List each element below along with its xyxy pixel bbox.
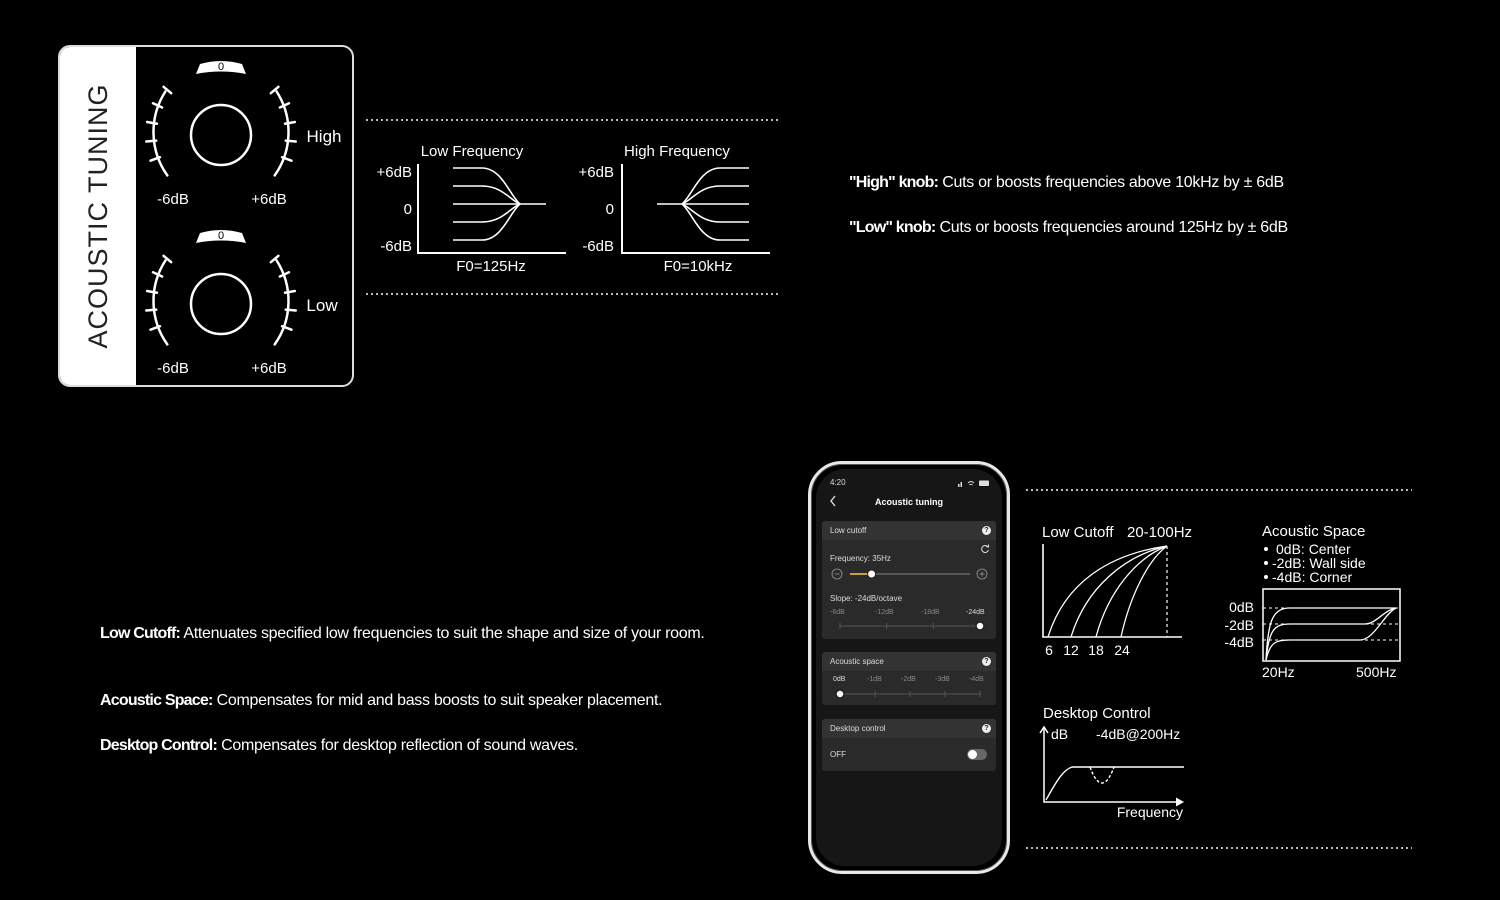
y-tick: -6dB xyxy=(582,238,614,255)
space-curve xyxy=(1266,608,1396,660)
slope-slider xyxy=(834,620,989,632)
plus-icon[interactable] xyxy=(977,569,987,579)
y-tick: -6dB xyxy=(380,238,412,255)
screen-title: Acoustic tuning xyxy=(875,497,943,507)
space-curve xyxy=(1266,608,1396,660)
slope-option[interactable]: -6dB xyxy=(830,609,845,616)
acoustic-space-label: Acoustic space xyxy=(830,657,884,666)
eq-graphs xyxy=(360,112,785,302)
description-text: Cuts or boosts frequencies above 10kHz by ± 6dB xyxy=(938,174,1284,191)
desktop-control-graph xyxy=(1040,705,1184,820)
low-cutoff-graph-range: 20-100Hz xyxy=(1127,524,1193,541)
space-option[interactable]: 0dB xyxy=(833,676,846,683)
x-tick: 500Hz xyxy=(1356,664,1397,680)
high-knob-description xyxy=(849,171,1409,194)
description-text: Attenuates specified low frequencies to suit the shape and size of your room. xyxy=(180,625,705,642)
low-frequency-title: Low Frequency xyxy=(420,143,524,160)
description-term: "High" knob: xyxy=(849,174,939,191)
help-icon[interactable]: ? xyxy=(982,724,991,733)
y-tick: -2dB xyxy=(1224,617,1254,633)
acoustic-space-graph xyxy=(1224,523,1400,680)
space-option[interactable]: -1dB xyxy=(867,676,882,683)
knob-tick xyxy=(286,141,296,142)
knob-diagrams xyxy=(136,47,352,385)
knob-tick xyxy=(285,122,295,124)
low-knob-max-label: +6dB xyxy=(251,360,287,377)
y-axis-label: dB xyxy=(1051,726,1069,742)
x-axis-label: Frequency xyxy=(1116,804,1183,820)
slope-option[interactable]: -12dB xyxy=(875,609,894,616)
high-frequency-footer: F0=10kHz xyxy=(663,258,733,275)
high-frequency-graph xyxy=(579,143,770,275)
status-icons xyxy=(958,479,992,487)
low-knob-zero-label: 0 xyxy=(217,230,225,242)
high-knob xyxy=(146,61,295,175)
description-term: Desktop Control: xyxy=(100,737,217,754)
cutoff-curve xyxy=(1071,546,1167,637)
slope-option[interactable]: -24dB xyxy=(966,609,985,616)
space-slider xyxy=(834,688,989,700)
annotation: -4dB@200Hz xyxy=(1096,726,1181,742)
reset-icon[interactable] xyxy=(980,544,990,554)
phone-screen xyxy=(816,469,1002,866)
y-tick: +6dB xyxy=(578,164,614,181)
low-knob-description xyxy=(849,216,1409,239)
high-knob-min-label: -6dB xyxy=(157,191,189,208)
legend-item: -2dB: Wall side xyxy=(1272,555,1366,571)
bullet xyxy=(1264,561,1268,565)
description-text: Cuts or boosts frequencies around 125Hz by ± 6dB xyxy=(935,219,1288,236)
frequency-slider-row xyxy=(830,567,990,581)
acoustic-space-description xyxy=(100,689,720,712)
x-tick: 24 xyxy=(1114,642,1130,658)
slope-slider-thumb[interactable] xyxy=(976,622,984,630)
phone-mockup xyxy=(808,461,1010,874)
description-term: "Low" knob: xyxy=(849,219,936,236)
y-tick: 0 xyxy=(605,201,614,218)
axes xyxy=(418,164,566,253)
knob-circle xyxy=(191,105,251,165)
y-tick: 0dB xyxy=(1229,599,1254,615)
high-frequency-title: High Frequency xyxy=(624,143,730,160)
low-knob xyxy=(146,230,295,344)
knob-tick xyxy=(147,122,157,124)
desktop-control-state: OFF xyxy=(830,750,846,759)
knob-tick xyxy=(285,291,295,293)
y-tick: -4dB xyxy=(1224,634,1254,650)
status-time: 4:20 xyxy=(830,478,846,487)
low-frequency-graph xyxy=(377,143,566,275)
x-tick: 6 xyxy=(1045,642,1053,658)
frequency-label: Frequency: 35Hz xyxy=(830,554,891,563)
high-knob-zero-label: 0 xyxy=(217,61,225,73)
x-tick: 18 xyxy=(1088,642,1104,658)
panel-title: ACOUSTIC TUNING xyxy=(83,83,113,349)
battery-icon xyxy=(979,481,989,487)
slope-label: Slope: -24dB/octave xyxy=(830,594,903,603)
toggle-knob xyxy=(968,750,977,759)
slope-option[interactable]: -18dB xyxy=(921,609,940,616)
x-tick: 20Hz xyxy=(1262,664,1295,680)
low-knob-label: Low xyxy=(306,296,338,315)
desktop-control-description xyxy=(100,734,720,757)
signal-icon xyxy=(961,482,963,487)
axes xyxy=(1043,544,1182,637)
help-icon[interactable]: ? xyxy=(982,657,991,666)
y-tick: 0 xyxy=(403,201,412,218)
acoustic-tuning-panel xyxy=(58,45,354,387)
low-cutoff-graph-title: Low Cutoff xyxy=(1042,524,1114,541)
desktop-control-graph-title: Desktop Control xyxy=(1043,705,1151,722)
low-cutoff-graph xyxy=(1042,524,1192,658)
shelf-curve xyxy=(453,204,520,222)
low-cutoff-label: Low cutoff xyxy=(830,526,867,535)
shelf-curve xyxy=(682,186,749,204)
knob-tick xyxy=(146,141,156,142)
frequency-slider-thumb[interactable] xyxy=(868,570,876,578)
space-option[interactable]: -2dB xyxy=(901,676,916,683)
desktop-control-card xyxy=(822,719,996,771)
description-term: Acoustic Space: xyxy=(100,692,213,709)
minus-icon[interactable] xyxy=(832,569,842,579)
wifi-icon xyxy=(968,482,974,486)
description-term: Low Cutoff: xyxy=(100,625,181,642)
low-cutoff-description xyxy=(100,622,720,645)
low-frequency-footer: F0=125Hz xyxy=(456,258,526,275)
knob-circle xyxy=(191,274,251,334)
signal-icon xyxy=(958,484,960,487)
acoustic-space-graph-title: Acoustic Space xyxy=(1262,523,1366,540)
legend-item: 0dB: Center xyxy=(1276,541,1351,557)
shelf-curve xyxy=(453,186,520,204)
y-tick: +6dB xyxy=(376,164,412,181)
desktop-control-label: Desktop control xyxy=(830,724,886,733)
acoustic-space-card xyxy=(822,652,996,705)
space-slider-thumb[interactable] xyxy=(836,690,844,698)
shelf-curve xyxy=(682,204,749,222)
response-curve xyxy=(1046,767,1184,800)
description-text: Compensates for desktop reflection of sound waves. xyxy=(216,737,578,754)
high-knob-max-label: +6dB xyxy=(251,191,287,208)
dip-curve xyxy=(1090,767,1114,783)
low-knob-min-label: -6dB xyxy=(157,360,189,377)
description-text: Compensates for mid and bass boosts to suit speaker placement. xyxy=(212,692,663,709)
legend-item: -4dB: Corner xyxy=(1272,569,1353,585)
x-tick: 12 xyxy=(1063,642,1079,658)
high-knob-label: High xyxy=(306,127,342,146)
space-option[interactable]: -3dB xyxy=(935,676,950,683)
bullet xyxy=(1264,547,1268,551)
cutoff-curve xyxy=(1048,546,1167,637)
low-cutoff-card xyxy=(822,521,996,639)
space-curve xyxy=(1266,608,1396,660)
knob-tick xyxy=(146,310,156,311)
knob-tick xyxy=(286,310,296,311)
feature-graphs xyxy=(1020,482,1415,857)
bullet xyxy=(1264,575,1268,579)
knob-tick xyxy=(147,291,157,293)
help-icon[interactable]: ? xyxy=(982,526,991,535)
desktop-control-toggle[interactable] xyxy=(967,749,987,760)
space-option[interactable]: -4dB xyxy=(969,676,984,683)
